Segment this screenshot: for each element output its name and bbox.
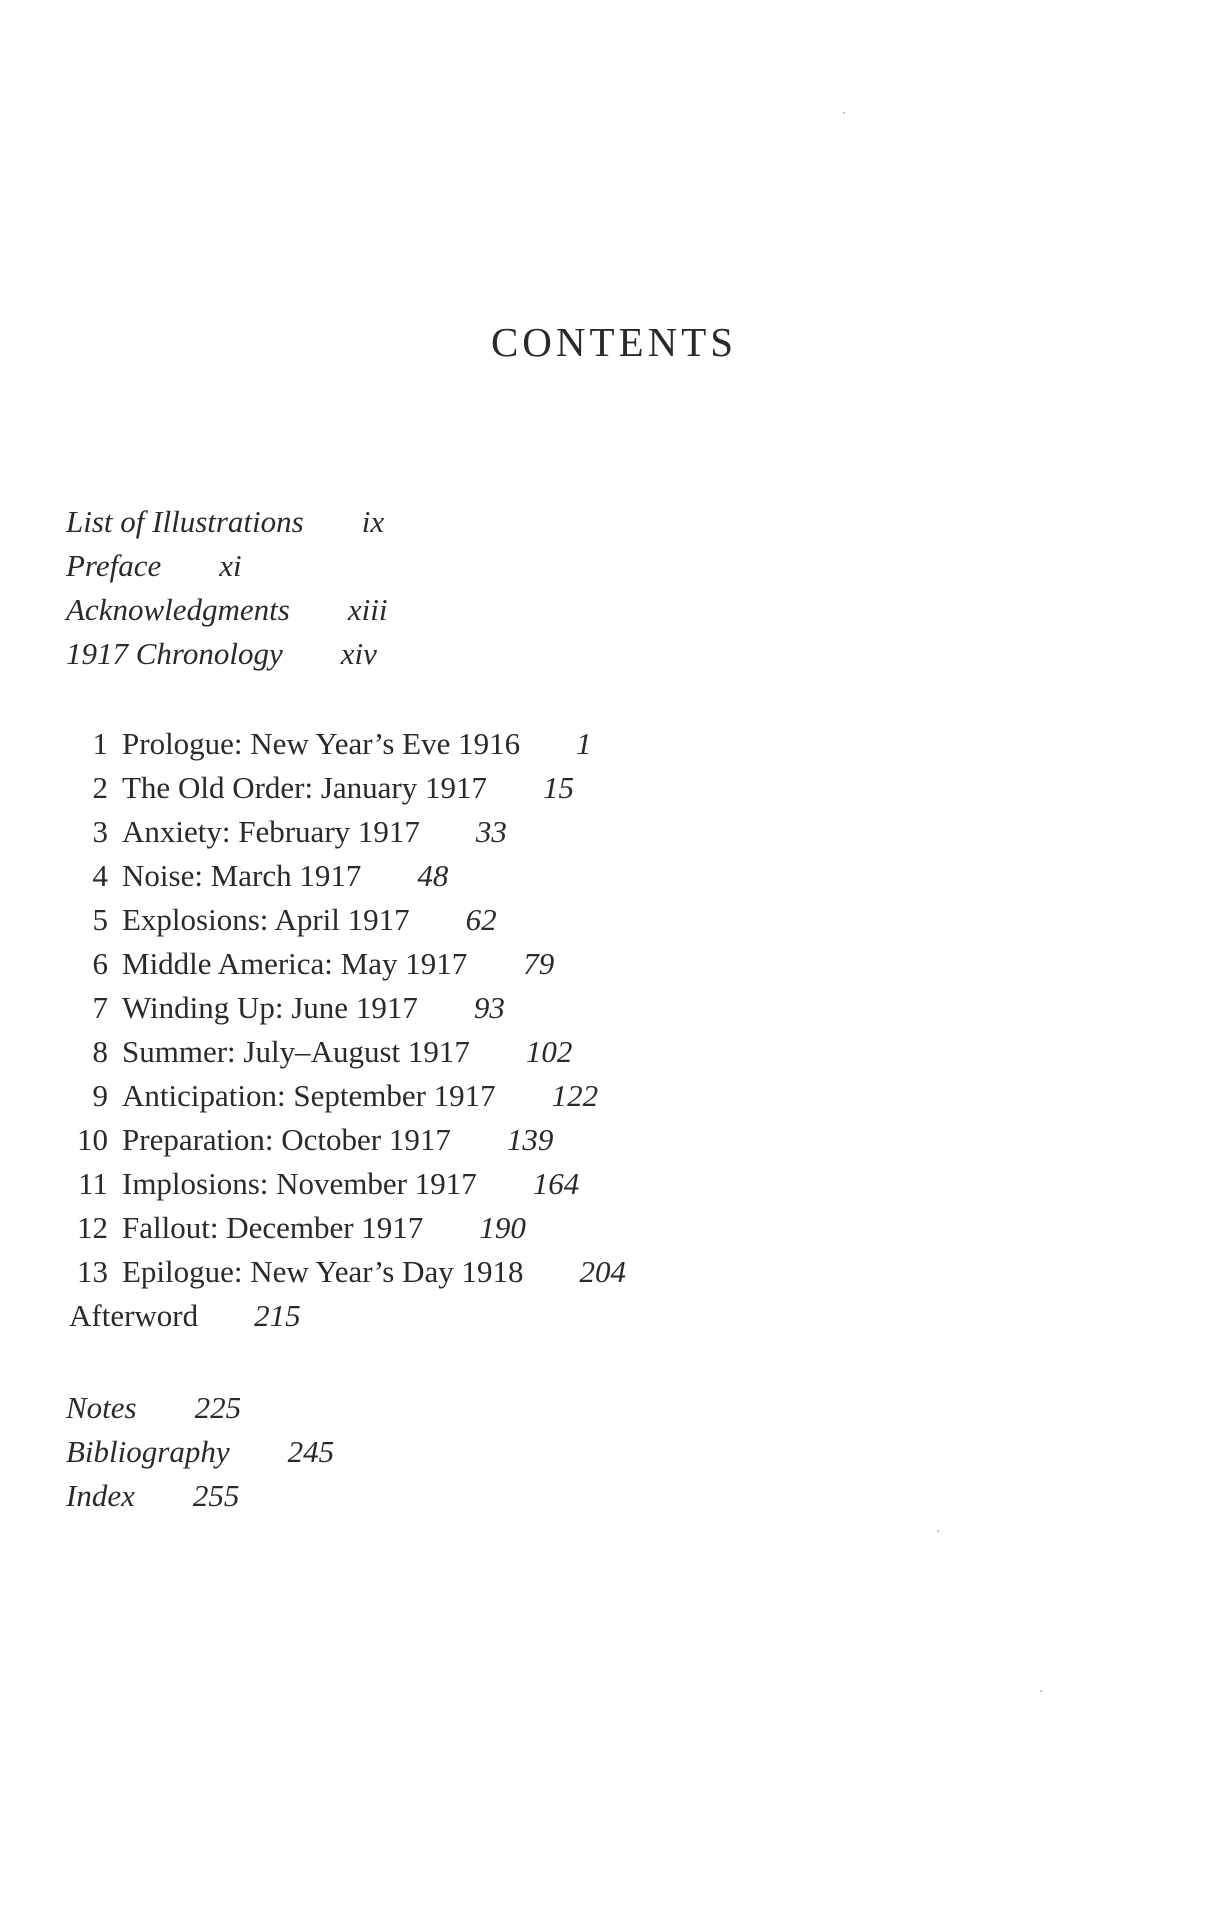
chapter-page: 79 <box>523 946 555 981</box>
afterword-entry <box>66 1294 626 1338</box>
chapter-label: Winding Up: June 1917 <box>122 990 418 1025</box>
chapter-entry <box>66 1206 626 1250</box>
chapter-entry <box>66 898 626 942</box>
page-title <box>0 318 1214 366</box>
chapter-label: Explosions: April 1917 <box>122 902 410 937</box>
entry-label: Notes <box>66 1390 137 1425</box>
entry-page: xiii <box>347 592 388 627</box>
toc-entry <box>66 1430 334 1474</box>
chapter-page: 62 <box>465 902 497 937</box>
chapter-label: Implosions: November 1917 <box>122 1166 477 1201</box>
chapter-number: 4 <box>92 858 108 893</box>
chapter-page: 15 <box>543 770 575 805</box>
chapter-label: Anxiety: February 1917 <box>122 814 420 849</box>
scan-speck <box>843 112 845 114</box>
chapter-entry <box>66 766 626 810</box>
chapter-number: 10 <box>77 1122 108 1157</box>
entry-label: Index <box>66 1478 135 1513</box>
chapter-page: 1 <box>576 726 592 761</box>
chapter-entry <box>66 854 626 898</box>
chapter-page: 190 <box>479 1210 526 1245</box>
chapter-number: 6 <box>92 946 108 981</box>
chapter-number: 1 <box>92 726 108 761</box>
chapter-entry <box>66 1162 626 1206</box>
scan-speck <box>1040 1690 1042 1692</box>
chapter-entry <box>66 1250 626 1294</box>
chapter-entry <box>66 1118 626 1162</box>
chapter-label: Middle America: May 1917 <box>122 946 468 981</box>
chapter-entry <box>66 1074 626 1118</box>
chapter-page: 102 <box>525 1034 573 1069</box>
scan-speck <box>937 1530 939 1532</box>
entry-label: Bibliography <box>66 1434 230 1469</box>
entry-page: xiv <box>340 636 377 671</box>
chapter-entry <box>66 810 626 854</box>
chapter-number: 11 <box>78 1166 108 1201</box>
chapter-page: 164 <box>532 1166 580 1201</box>
toc-entry <box>66 588 387 632</box>
entry-page: xi <box>219 548 242 583</box>
entry-page: 245 <box>287 1434 335 1469</box>
chapter-entry <box>66 722 626 766</box>
page-title-text: CONTENTS <box>490 319 738 365</box>
entry-page: 225 <box>194 1390 242 1425</box>
chapter-number: 9 <box>92 1078 108 1113</box>
toc-entry <box>66 544 387 588</box>
chapter-number: 8 <box>92 1034 108 1069</box>
chapter-page: 122 <box>551 1078 599 1113</box>
toc-entry <box>66 632 387 676</box>
afterword-label: Afterword <box>69 1298 199 1333</box>
entry-label: Preface <box>66 548 162 583</box>
back-matter-list <box>66 1386 334 1518</box>
entry-page: 255 <box>192 1478 240 1513</box>
chapter-entry <box>66 942 626 986</box>
toc-entry <box>66 1386 334 1430</box>
chapter-number: 13 <box>77 1254 108 1289</box>
chapter-page: 139 <box>506 1122 554 1157</box>
toc-entry <box>66 500 387 544</box>
afterword-page: 215 <box>254 1298 301 1333</box>
chapter-number: 3 <box>92 814 108 849</box>
front-matter-list <box>66 500 387 676</box>
chapter-label: Prologue: New Year’s Eve 1916 <box>122 726 521 761</box>
chapter-number: 2 <box>92 770 108 805</box>
chapter-page: 204 <box>579 1254 627 1289</box>
chapter-page: 93 <box>473 990 505 1025</box>
entry-label: 1917 Chronology <box>66 636 283 671</box>
entry-label: List of Illustrations <box>66 504 304 539</box>
entry-page: ix <box>361 504 385 539</box>
chapter-label: Fallout: December 1917 <box>122 1210 424 1245</box>
chapter-entry <box>66 1030 626 1074</box>
toc-entry <box>66 1474 334 1518</box>
chapter-list <box>66 722 626 1338</box>
chapter-page: 48 <box>417 858 449 893</box>
chapter-page: 33 <box>475 814 507 849</box>
chapter-entry <box>66 986 626 1030</box>
entry-label: Acknowledgments <box>66 592 290 627</box>
chapter-label: Preparation: October 1917 <box>122 1122 451 1157</box>
chapter-label: Summer: July–August 1917 <box>122 1034 470 1069</box>
chapter-label: Anticipation: September 1917 <box>122 1078 496 1113</box>
chapter-label: Epilogue: New Year’s Day 1918 <box>122 1254 524 1289</box>
chapter-number: 5 <box>92 902 108 937</box>
chapter-label: The Old Order: January 1917 <box>122 770 488 805</box>
chapter-number: 12 <box>77 1210 108 1245</box>
chapter-number: 7 <box>92 990 108 1025</box>
chapter-label: Noise: March 1917 <box>122 858 362 893</box>
